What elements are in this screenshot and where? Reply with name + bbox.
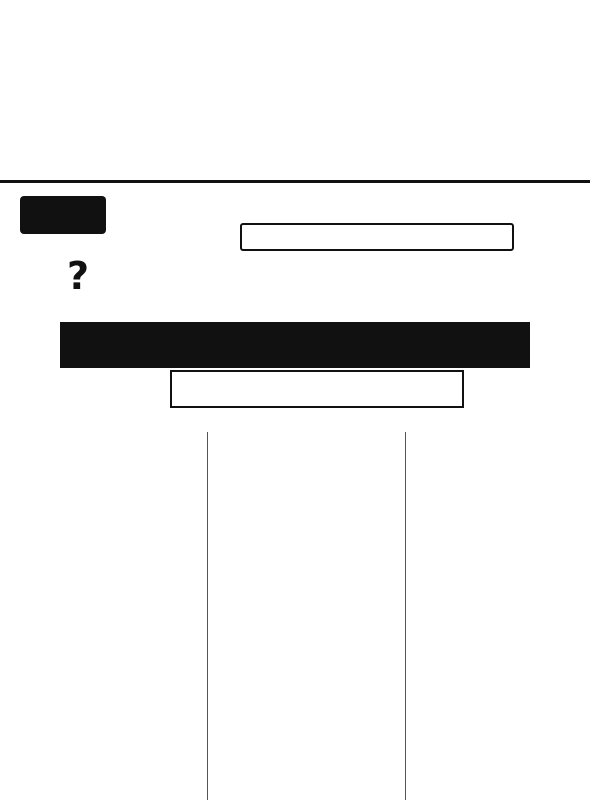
column-divider-right [405, 432, 406, 800]
article-subheadline [60, 322, 530, 368]
section-divider [0, 180, 590, 183]
body-column-middle [216, 432, 396, 800]
article-headline [80, 248, 510, 306]
column-name-tag [20, 196, 106, 234]
top-letter-text [6, 4, 584, 172]
author-byline [240, 223, 514, 251]
question-mark-icon: ? [66, 254, 90, 298]
body-column-left [8, 432, 200, 800]
body-column-right [413, 432, 583, 800]
column-divider-left [207, 432, 208, 800]
article-tagline [170, 370, 464, 408]
